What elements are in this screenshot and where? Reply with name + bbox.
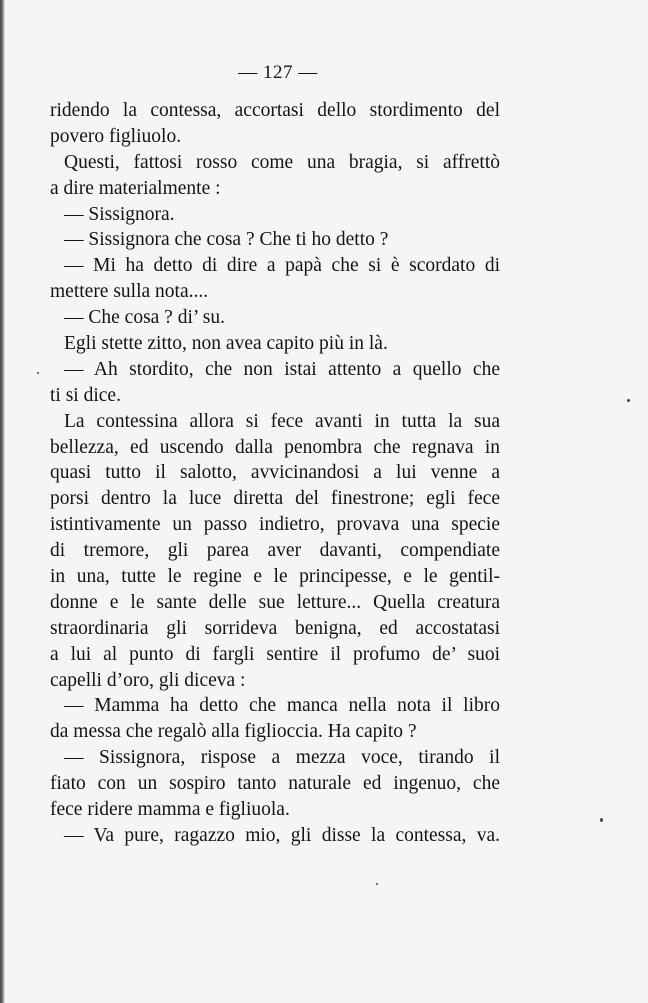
text-line: capelli d’oro, gli diceva : [50,669,246,691]
text-line: ridendo la contessa, accortasi dello stordimento del [50,100,500,121]
text-line: bellezza, ed uscendo dalla penombra che regnava in [50,436,500,458]
text-line: — Ah stordito, che non istai attento a quello che [64,358,500,380]
text-line: mettere sulla nota.... [50,281,209,303]
text-line: in una, tutte le regine e le principesse, e le gentil- [50,566,500,588]
text-line: povero figliuolo. [50,125,182,147]
text-line: donne e le sante delle sue letture... Quella creatura [50,591,500,613]
text-line: fece ridere mamma e figliuola. [50,799,290,821]
text-line: porsi dentro la luce diretta del finestrone; egli fece [50,488,500,510]
text-line: Egli stette zitto, non avea capito più in là. [64,333,388,355]
text-line: Questi, fattosi rosso come una bragia, si affrettò [64,151,500,173]
text-line: ti si dice. [50,384,121,406]
text-line: — Va pure, ragazzo mio, gli disse la contessa, va. [64,824,500,846]
text-line: — Mi ha detto di dire a papà che si è scordato di [64,255,500,277]
text-line: da messa che regalò alla figlioccia. Ha capito ? [50,721,417,743]
page-left-edge-shadow [0,0,5,1003]
scan-speck [600,818,603,822]
text-line: quasi tutto il salotto, avvicinandosi a lui venne a [50,462,500,484]
text-line: — Sissignora. [64,203,175,225]
text-line: — Mamma ha detto che manca nella nota il libro [64,695,500,717]
body-text [50,98,500,849]
text-line: a dire materialmente : [50,177,221,199]
scan-speck [376,883,378,885]
text-line: straordinaria gli sorrideva benigna, ed accostatasi [50,617,500,639]
text-line: istintivamente un passo indietro, provava una specie [50,514,500,536]
text-line: fiato con un sospiro tanto naturale ed ingenuo, che [50,773,500,795]
scan-speck [627,399,630,402]
text-line: — Sissignora, rispose a mezza voce, tirando il [64,747,500,769]
text-line: di tremore, gli parea aver davanti, compendiate [50,540,500,562]
text-line: La contessina allora si fece avanti in tutta la sua [64,410,500,432]
text-line: a lui al punto di fargli sentire il profumo de’ suoi [50,643,500,665]
text-line: — Sissignora che cosa ? Che ti ho detto ? [64,229,389,251]
page-number: — 127 — [238,62,318,83]
text-line: — Che cosa ? di’ su. [64,307,226,329]
scan-speck [37,372,39,374]
